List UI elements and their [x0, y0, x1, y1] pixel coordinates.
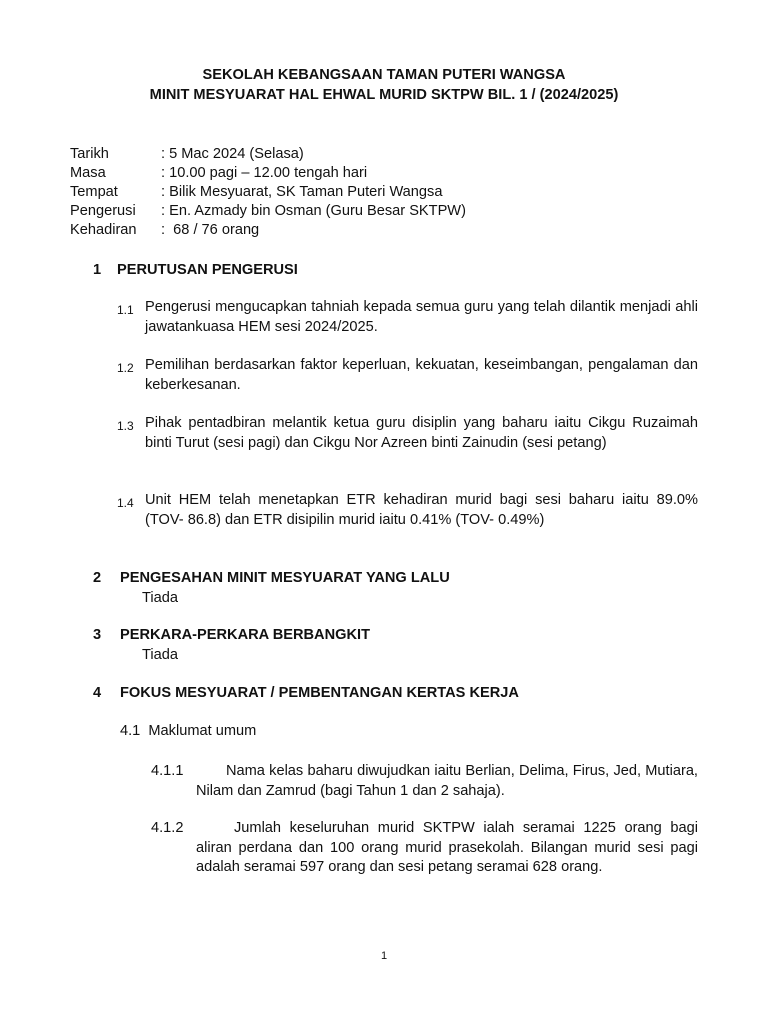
section-1-number: 1 — [93, 262, 102, 278]
item-4-1-2-text: Jumlah keseluruhan murid SKTPW ialah seramai 1225 orang bagi aliran perdana dan 100 orang murid prasekolah. Bilangan murid sesi pagi adalah seramai 597 orang dan sesi petang seramai 628 orang. — [196, 820, 698, 875]
section-3-title: PERKARA-PERKARA BERBANGKIT — [120, 627, 370, 643]
section-3-number: 3 — [93, 627, 102, 643]
page-number: 1 — [380, 950, 388, 962]
section-2-title: PENGESAHAN MINIT MESYUARAT YANG LALU — [120, 570, 450, 586]
school-name: SEKOLAH KEBANGSAAN TAMAN PUTERI WANGSA — [202, 67, 566, 83]
meta-row-place — [70, 184, 710, 203]
meta-row-time — [70, 165, 710, 184]
section-3-note: Tiada — [142, 647, 178, 663]
meta-label: Masa — [70, 165, 106, 181]
item-1-2-text: Pemilihan berdasarkan faktor keperluan, kekuatan, keseimbangan, pengalaman dan keberkesanan. — [145, 357, 698, 393]
meta-label: Kehadiran — [70, 222, 137, 238]
item-1-4-text: Unit HEM telah menetapkan ETR kehadiran murid bagi sesi baharu iaitu 89.0% (TOV- 86.8) dan ETR disipilin murid iaitu 0.41% (TOV- 0.49%) — [145, 492, 698, 528]
item-1-4-number: 1.4 — [117, 496, 134, 510]
item-1-3-text: Pihak pentadbiran melantik ketua guru disiplin yang baharu iaitu Cikgu Ruzaimah binti Turut (sesi pagi) dan Cikgu Nor Azreen binti Zainudin (sesi petang) — [145, 415, 698, 451]
meta-value: : 10.00 pagi – 12.00 tengah hari — [161, 165, 368, 181]
meta-row-date — [70, 146, 710, 165]
subsection-4-1-label: 4.1 Maklumat umum — [120, 723, 257, 739]
item-1-2-number: 1.2 — [117, 361, 134, 375]
section-2-number: 2 — [93, 570, 102, 586]
minutes-title: MINIT MESYUARAT HAL EHWAL MURID SKTPW BIL. 1 / (2024/2025) — [149, 87, 619, 103]
meta-value: : 68 / 76 orang — [161, 222, 260, 238]
meta-row-attendance — [70, 222, 710, 241]
item-4-1-2-number: 4.1.2 — [151, 820, 184, 836]
item-4-1-1-text: Nama kelas baharu diwujudkan iaitu Berlian, Delima, Firus, Jed, Mutiara, Nilam dan Zamrud (bagi Tahun 1 dan 2 sahaja). — [196, 763, 698, 799]
meta-value: : En. Azmady bin Osman (Guru Besar SKTPW) — [161, 203, 466, 219]
meta-value: : 5 Mac 2024 (Selasa) — [161, 146, 304, 162]
section-1-title: PERUTUSAN PENGERUSI — [117, 262, 298, 278]
meta-row-chair — [70, 203, 710, 222]
section-4-title: FOKUS MESYUARAT / PEMBENTANGAN KERTAS KERJA — [120, 685, 519, 701]
item-1-1-text: Pengerusi mengucapkan tahniah kepada semua guru yang telah dilantik menjadi ahli jawatankuasa HEM sesi 2024/2025. — [145, 299, 698, 335]
meta-label: Pengerusi — [70, 203, 136, 219]
section-4-number: 4 — [93, 685, 102, 701]
meta-label: Tempat — [70, 184, 118, 200]
meta-label: Tarikh — [70, 146, 109, 162]
meta-value: : Bilik Mesyuarat, SK Taman Puteri Wangsa — [161, 184, 443, 200]
item-1-1-number: 1.1 — [117, 303, 134, 317]
item-1-3-number: 1.3 — [117, 419, 134, 433]
section-2-note: Tiada — [142, 590, 178, 606]
item-4-1-1-number: 4.1.1 — [151, 763, 184, 779]
